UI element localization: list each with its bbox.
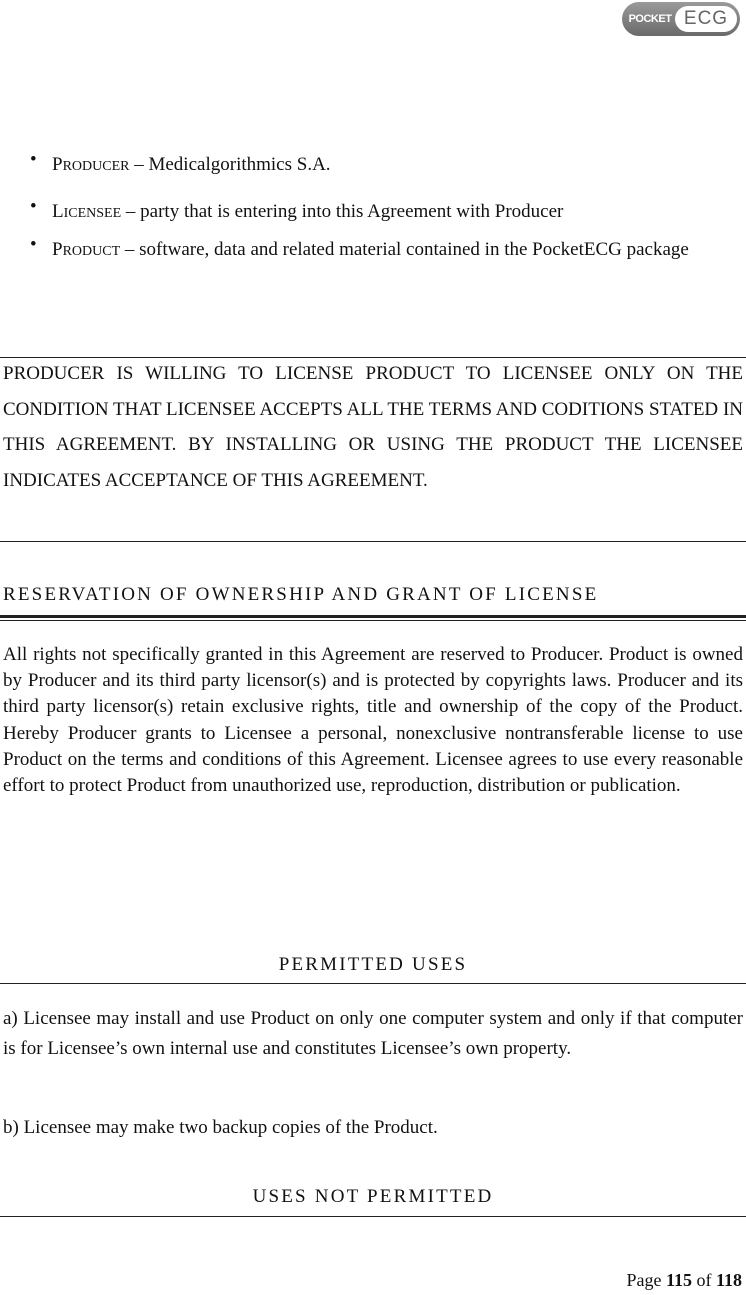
definition-producer: PRODUCER – Medicalgorithmics S.A.: [52, 154, 331, 175]
bullet: •: [30, 149, 37, 170]
bullet: •: [30, 234, 37, 255]
logo-left-text: POCKET: [628, 13, 672, 25]
permitted-use-b: b) Licensee may make two backup copies of the Product.: [3, 1117, 438, 1138]
definition-licensee: LICENSEE – party that is entering into this Agreement with Producer: [52, 201, 564, 222]
reservation-body: All rights not specifically granted in this Agreement are reserved to Producer. Product is owned by Producer and its third party licensor(s) and is protected by copyrights laws. Producer and its third party licensor(s) retain exclusive rights, title and ownership of the copy of the Product. Hereby Producer grants to Licensee a personal, nonexclusive nontransferable license to use Product on the terms and conditions of this Agreement. Licensee agrees to use every reasonable effort to protect Product from unauthorized use, reproduction, distribution or publication.: [3, 644, 743, 797]
logo-right-text: ECG: [675, 6, 737, 32]
acceptance-notice: PRODUCER IS WILLING TO LICENSE PRODUCT TO LICENSEE ONLY ON THE CONDITION THAT LICENSEE ACCEPTS ALL THE TERMS AND CODITIONS STATED IN THIS AGREEMENT. BY INSTALLING OR USING THE PRODUCT THE LICENSEE INDICATES ACCEPTANCE OF THIS AGREEMENT.: [3, 363, 743, 492]
double-divider-thick: [0, 615, 746, 618]
double-divider-thin: [0, 620, 746, 621]
permitted-use-a: a) Licensee may install and use Product on only one computer system and only if that computer is for Licensee’s own internal use and constitutes Licensee’s own property.: [3, 1008, 743, 1059]
page-number: Page 115 of 118: [626, 1270, 742, 1290]
definition-product: PRODUCT – software, data and related material contained in the PocketECG package: [52, 239, 689, 260]
divider: [0, 541, 746, 542]
permitted-uses-heading: PERMITTED USES: [278, 954, 468, 975]
pocketecg-logo: [622, 2, 740, 36]
bullet: •: [30, 196, 37, 217]
divider: [0, 1216, 746, 1217]
reservation-heading: RESERVATION OF OWNERSHIP AND GRANT OF LICENSE: [3, 584, 599, 605]
uses-not-permitted-heading: USES NOT PERMITTED: [252, 1186, 494, 1207]
divider: [0, 983, 746, 984]
